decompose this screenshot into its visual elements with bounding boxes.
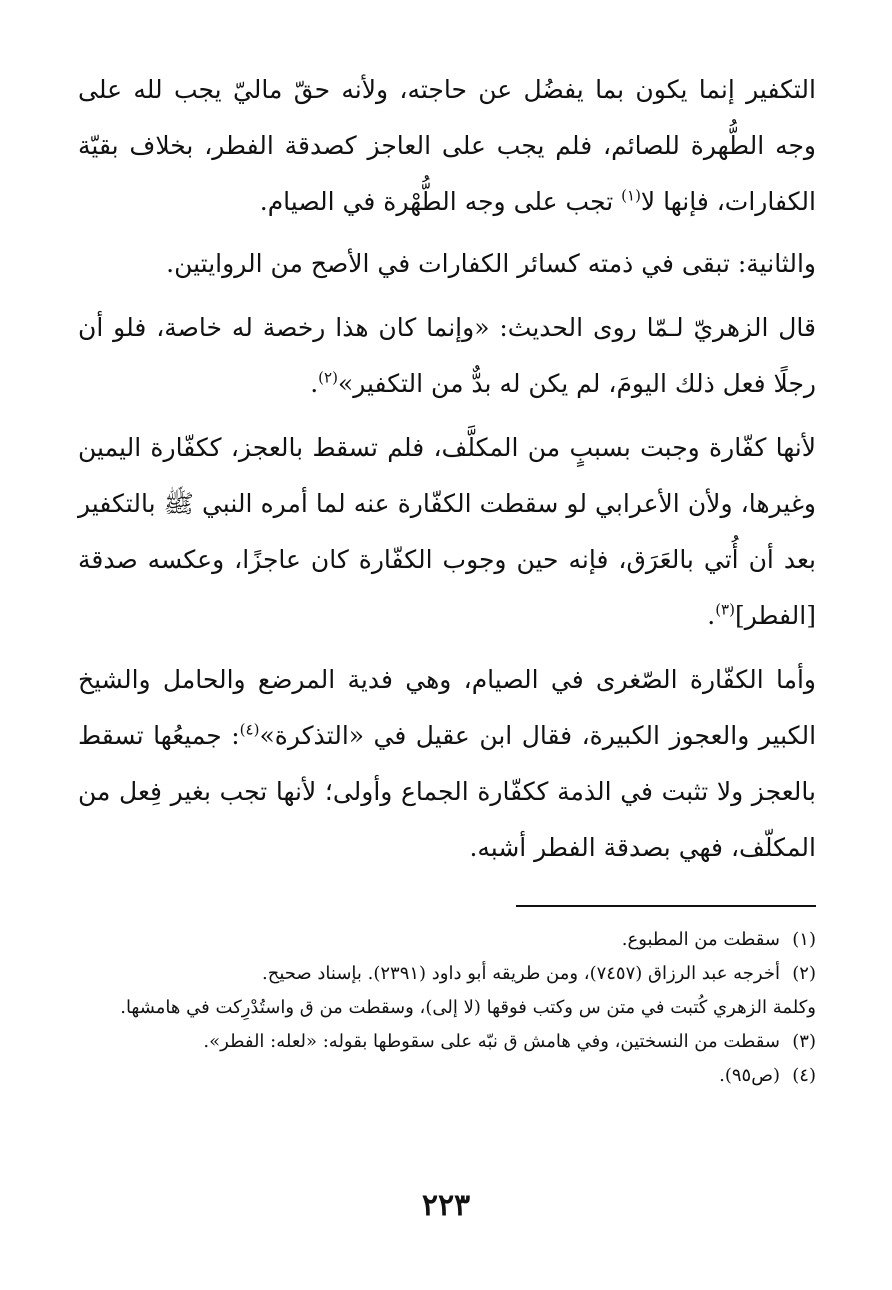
footnote-number: (٤) (792, 1065, 816, 1086)
paragraph-text: التكفير إنما يكون بما يفضُل عن حاجته، ولأنه حقّ ماليّ يجب لله على وجه الطُّهرة للصائم، فلم يجب على العاجز كصدقة الفطر، بخلاف بقيّة الكفارات، فإنها لا (78, 75, 816, 216)
footnote-list (78, 923, 816, 1093)
footnotes (78, 905, 816, 1093)
paragraph (78, 62, 816, 230)
paragraph (78, 652, 816, 876)
footnote-number: (٢) (792, 963, 816, 984)
footnote-text: وكلمة الزهري كُتبت في متن س وكتب فوقها (لا إلى)، وسقطت من ق واستُدْرِكت في هامشها. (120, 997, 816, 1018)
page-number: ٢٢٣ (421, 1188, 471, 1223)
footnote-ref: (١) (621, 186, 641, 205)
paragraph (78, 420, 816, 644)
footnote (78, 923, 816, 957)
footnote (78, 957, 816, 991)
footnote-number: (١) (792, 929, 816, 950)
footnote-number: (٣) (792, 1031, 816, 1052)
footnote-text: أخرجه عبد الرزاق (٧٤٥٧)، ومن طريقه أبو داود (٢٣٩١). بإسناد صحيح. (261, 963, 780, 984)
footnote-text: (ص٩٥). (719, 1065, 780, 1086)
paragraph-text: لأنها كفّارة وجبت بسببٍ من المكلَّف، فلم تسقط بالعجز، ككفّارة اليمين وغيرها، ولأن الأعرابي لو سقطت الكفّارة عنه لما أمره النبي ﷺ بالتكفير بعد أن أُتي بالعَرَق، فإنه حين وجوب الكفّارة كان عاجزًا، وعكسه صدقة [الفطر] (78, 433, 816, 630)
paragraph-text-tail: : جميعُها تسقط بالعجز ولا تثبت في الذمة ككفّارة الجماع وأولى؛ لأنها تجب بغير فِعل من المكلّف، فهي بصدقة الفطر أشبه. (78, 721, 816, 862)
footnote-ref: (٣) (715, 600, 735, 619)
paragraph-text-tail: . (310, 369, 319, 398)
footnote-continuation (78, 991, 816, 1025)
footnote-ref: (٤) (239, 720, 260, 739)
paragraph-text: والثانية: تبقى في ذمته كسائر الكفارات في الأصح من الروايتين. (166, 249, 816, 278)
main-text (78, 62, 816, 884)
paragraph (78, 236, 816, 292)
footnote-text: سقطت من المطبوع. (621, 929, 780, 950)
paragraph-text-tail: . (707, 601, 716, 630)
footnote-separator (516, 905, 816, 907)
paragraph-text-tail: تجب على وجه الطُّهْرة في الصيام. (259, 187, 622, 216)
paragraph-text: قال الزهريّ لـمّا روى الحديث: «وإنما كان هذا رخصة له خاصة، فلو أن رجلًا فعل ذلك اليومَ، لم يكن له بدٌّ من التكفير» (78, 313, 816, 398)
footnote-ref: (٢) (318, 368, 338, 387)
footnote-text: سقطت من النسختين، وفي هامش ق نبّه على سقوطها بقوله: «لعله: الفطر». (203, 1031, 780, 1052)
footnote (78, 1059, 816, 1093)
paragraph-text: وأما الكفّارة الصّغرى في الصيام، وهي فدية المرضع والحامل والشيخ الكبير والعجوز الكبيرة، فقال ابن عقيل في «التذكرة» (78, 665, 817, 750)
paragraph (78, 300, 816, 412)
footnote (78, 1025, 816, 1059)
